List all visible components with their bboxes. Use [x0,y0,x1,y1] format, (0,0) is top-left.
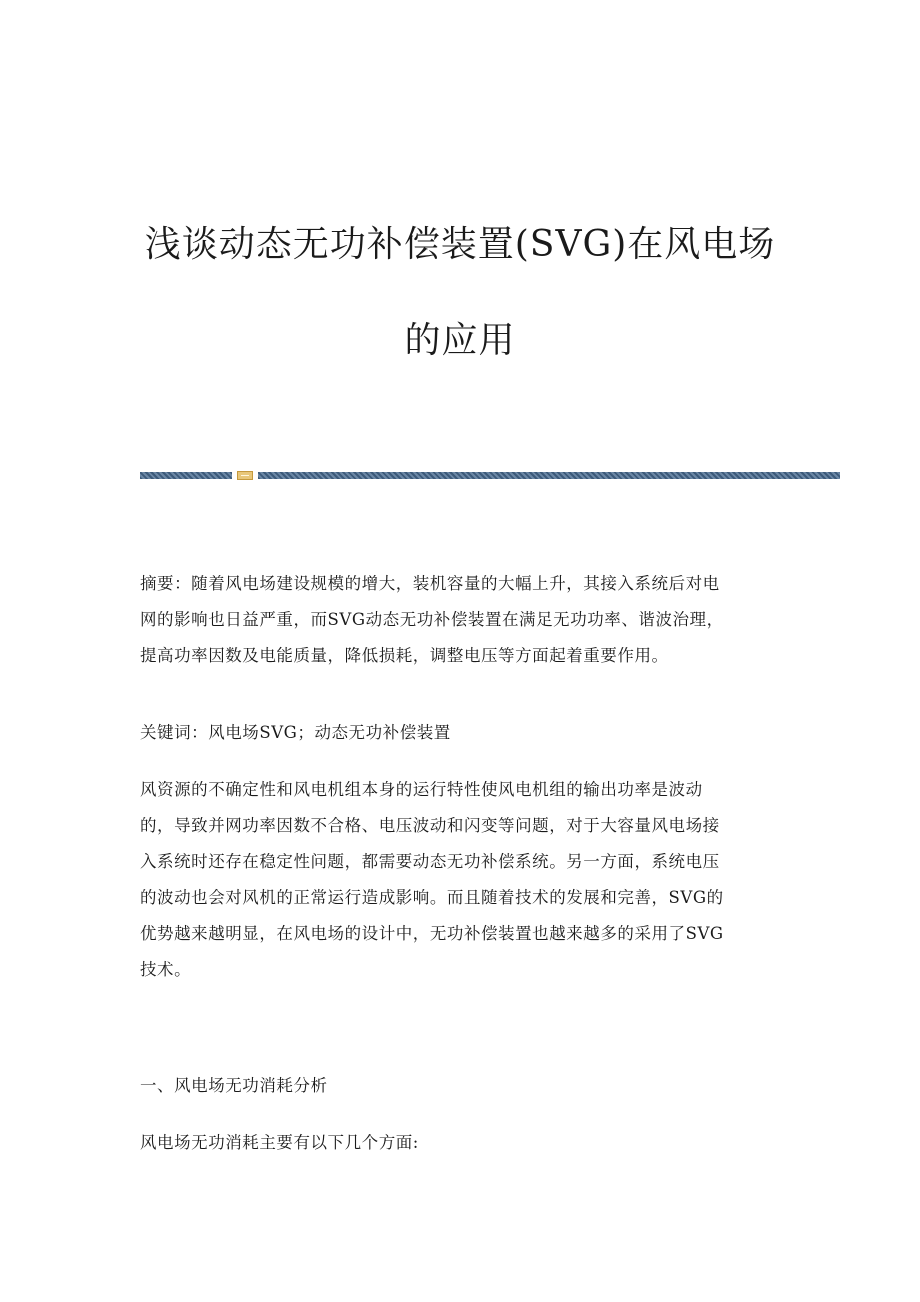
body-line: 入系统时还存在稳定性问题，都需要动态无功补偿系统。另一方面，系统电压 [140,852,720,871]
abstract-line: 提高功率因数及电能质量，降低损耗，调整电压等方面起着重要作用。 [140,646,669,665]
document-title-line-2: 的应用 [404,320,516,361]
document-title-line-1: 浅谈动态无功补偿装置(SVG)在风电场 [144,224,776,265]
body-line: 风资源的不确定性和风电机组本身的运行特性使风电机组的输出功率是波动 [140,780,703,799]
body-line: 技术。 [140,960,192,979]
body-line: 的，导致并网功率因数不合格、电压波动和闪变等问题，对于大容量风电场接 [140,816,720,835]
abstract-line: 网的影响也日益严重，而SVG动态无功补偿装置在满足无功功率、谐波治理， [140,610,724,629]
title-divider [140,471,840,480]
abstract-line: 摘要：随着风电场建设规模的增大，装机容量的大幅上升，其接入系统后对电 [140,574,720,593]
body-line: 优势越来越明显，在风电场的设计中，无功补偿装置也越来越多的采用了SVG [140,924,724,943]
section-intro-line: 风电场无功消耗主要有以下几个方面: [140,1133,419,1152]
abstract-paragraph [140,566,780,674]
divider-ornament-icon [237,471,253,480]
body-paragraph [140,772,780,988]
body-line: 的波动也会对风机的正常运行造成影响。而且随着技术的发展和完善，SVG的 [140,888,724,907]
section-heading: 一、风电场无功消耗分析 [140,1076,328,1095]
divider-bar-right [258,472,840,479]
divider-bar-left [140,472,232,479]
keywords-line: 关键词：风电场SVG；动态无功补偿装置 [140,723,451,742]
